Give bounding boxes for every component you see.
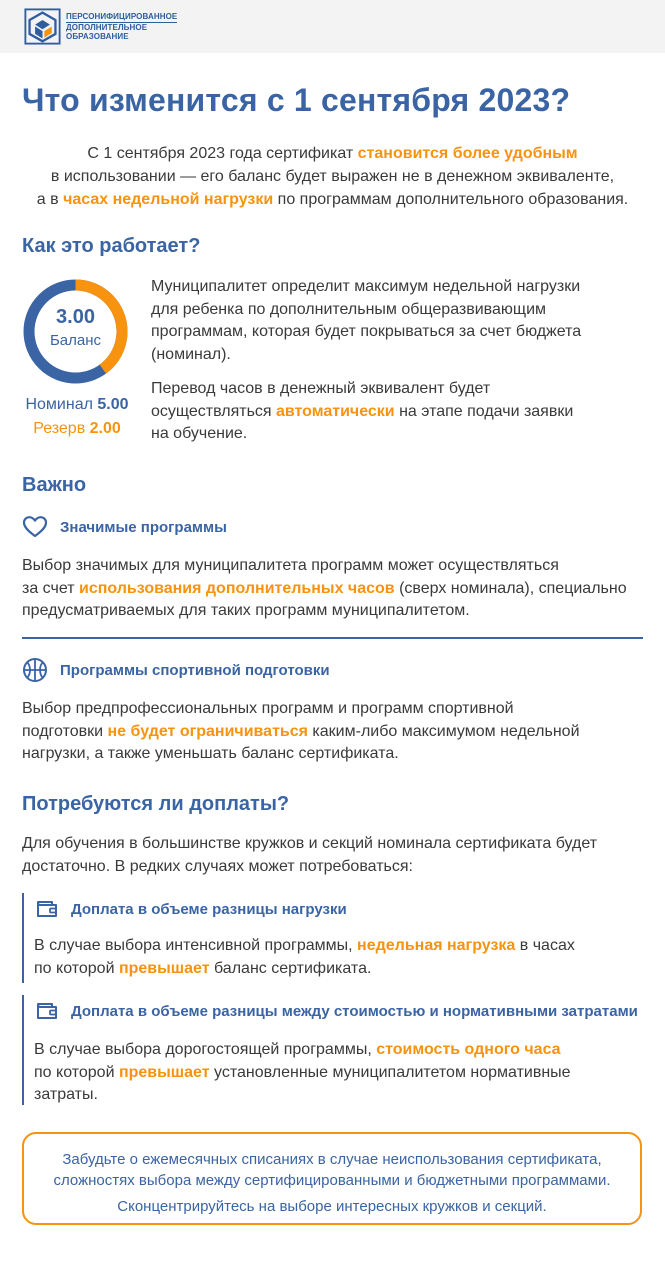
extra-intro-line: достаточно. В редких случаях может потребоваться: — [22, 857, 413, 875]
logo-line-3: ОБРАЗОВАНИЕ — [66, 32, 129, 41]
significant-line: предусматриваемых для таких программ муниципалитетом. — [22, 602, 470, 619]
how-para-2 — [151, 378, 651, 446]
extra-payments-heading: Потребуются ли доплаты? — [22, 793, 290, 815]
how-para-2-part: осуществляться — [151, 402, 277, 420]
sport-part: каким-либо максимумом недельной — [307, 722, 580, 740]
significant-line: Выбор значимых для муниципалитета программ может осуществляться — [22, 557, 559, 574]
reserve-stat — [22, 420, 132, 438]
case-1-part: в часах — [515, 937, 575, 954]
intro-highlight-1: становится более удобным — [357, 145, 578, 162]
how-para-1 — [151, 276, 651, 366]
how-para-2-line: на обучение. — [151, 425, 248, 442]
nominal-label: Номинал — [25, 396, 98, 413]
case-2-part: по которой — [34, 1063, 119, 1081]
logo-text[interactable] — [66, 12, 177, 42]
significant-part: (сверх номинала), специально — [394, 579, 627, 597]
wallet-icon — [35, 898, 59, 920]
extra-payments-intro — [22, 833, 652, 878]
reminder-line-2: сложностях выбора между сертифицированными и бюджетными программами. — [53, 1172, 611, 1189]
sport-line: нагрузки, а также уменьшать баланс сертификата. — [22, 745, 399, 762]
reminder-line-3: Сконцентрируйтесь на выборе интересных кружков и секций. — [117, 1198, 547, 1215]
how-para-1-line: для ребенка по дополнительным общеразвивающим — [151, 300, 546, 318]
pdo-cube-logo-icon[interactable] — [24, 8, 61, 45]
case-2-part: В случае выбора дорогостоящей программы, — [34, 1041, 377, 1058]
how-para-2-part: на этапе подачи заявки — [394, 402, 574, 420]
section-divider — [22, 637, 643, 639]
case-1-text — [34, 935, 654, 980]
reserve-value: 2.00 — [89, 420, 121, 437]
case-1-accent-bar — [22, 893, 24, 983]
reserve-label: Резерв — [33, 420, 90, 437]
intro-highlight-2: часах недельной нагрузки — [63, 191, 274, 208]
extra-intro-line: Для обучения в большинстве кружков и секций номинала сертификата будет — [22, 835, 598, 852]
case-1-part: баланс сертификата. — [209, 959, 372, 977]
header-bar — [0, 0, 665, 53]
sport-line: Выбор предпрофессиональных программ и программ спортивной — [22, 700, 514, 717]
extra-hours-highlight: использования дополнительных часов — [78, 579, 395, 597]
significant-programs-text — [22, 555, 652, 623]
case-2-text — [34, 1039, 654, 1107]
intro-line-2: в использовании — его баланс будет выражен не в денежном эквиваленте, — [50, 168, 615, 185]
case-2-part: установленные муниципалитетом нормативные — [209, 1063, 571, 1081]
how-para-2-line: Перевод часов в денежный эквивалент будет — [151, 380, 491, 397]
not-limited-highlight: не будет ограничиваться — [107, 722, 308, 740]
significant-programs-title: Значимые программы — [60, 519, 227, 536]
intro-text — [0, 142, 665, 211]
intro-text-part: а в — [36, 191, 64, 208]
balance-value: 3.00 — [56, 306, 95, 328]
case-2-title: Доплата в объеме разницы между стоимостью и нормативными затратами — [71, 1003, 638, 1020]
reminder-line-1: Забудьте о ежемесячных списаниях в случае неиспользования сертификата, — [62, 1151, 602, 1168]
sport-part: подготовки — [22, 722, 108, 740]
heart-icon — [22, 515, 48, 539]
how-para-1-line: (номинал). — [151, 345, 231, 363]
sport-programs-title: Программы спортивной подготовки — [60, 662, 330, 679]
intro-text-part: по программам дополнительного образования. — [273, 191, 629, 208]
page-title: Что изменится с 1 сентября 2023? — [22, 82, 571, 118]
how-it-works-heading: Как это работает? — [22, 235, 201, 257]
how-para-1-line: программам, которая будет покрываться за счет бюджета — [151, 323, 582, 340]
auto-highlight: автоматически — [276, 402, 395, 420]
nominal-stat — [22, 396, 132, 414]
logo-line-1: ПЕРСОНИФИЦИРОВАННОЕ — [66, 12, 178, 21]
hour-cost-highlight: стоимость одного часа — [376, 1041, 561, 1058]
case-1-part: В случае выбора интенсивной программы, — [34, 937, 358, 954]
case-1-title: Доплата в объеме разницы нагрузки — [71, 901, 347, 918]
important-heading: Важно — [22, 474, 87, 496]
how-para-1-line: Муниципалитет определит максимум недельной нагрузки — [151, 278, 581, 295]
case-2-accent-bar — [22, 995, 24, 1105]
intro-text-part: С 1 сентября 2023 года сертификат — [87, 145, 358, 162]
case-1-part: по которой — [34, 959, 119, 977]
weekly-load-highlight: недельная нагрузка — [357, 937, 516, 954]
exceeds-highlight: превышает — [118, 1063, 210, 1081]
exceeds-highlight: превышает — [118, 959, 210, 977]
case-2-line: затраты. — [34, 1086, 98, 1103]
sport-programs-text — [22, 698, 652, 766]
logo-line-2: ДОПОЛНИТЕЛЬНОЕ — [66, 22, 148, 32]
balance-label: Баланс — [49, 332, 102, 349]
basketball-icon — [22, 657, 48, 683]
wallet-icon — [35, 1000, 59, 1022]
significant-part: за счет — [22, 579, 79, 597]
nominal-value: 5.00 — [97, 396, 129, 413]
